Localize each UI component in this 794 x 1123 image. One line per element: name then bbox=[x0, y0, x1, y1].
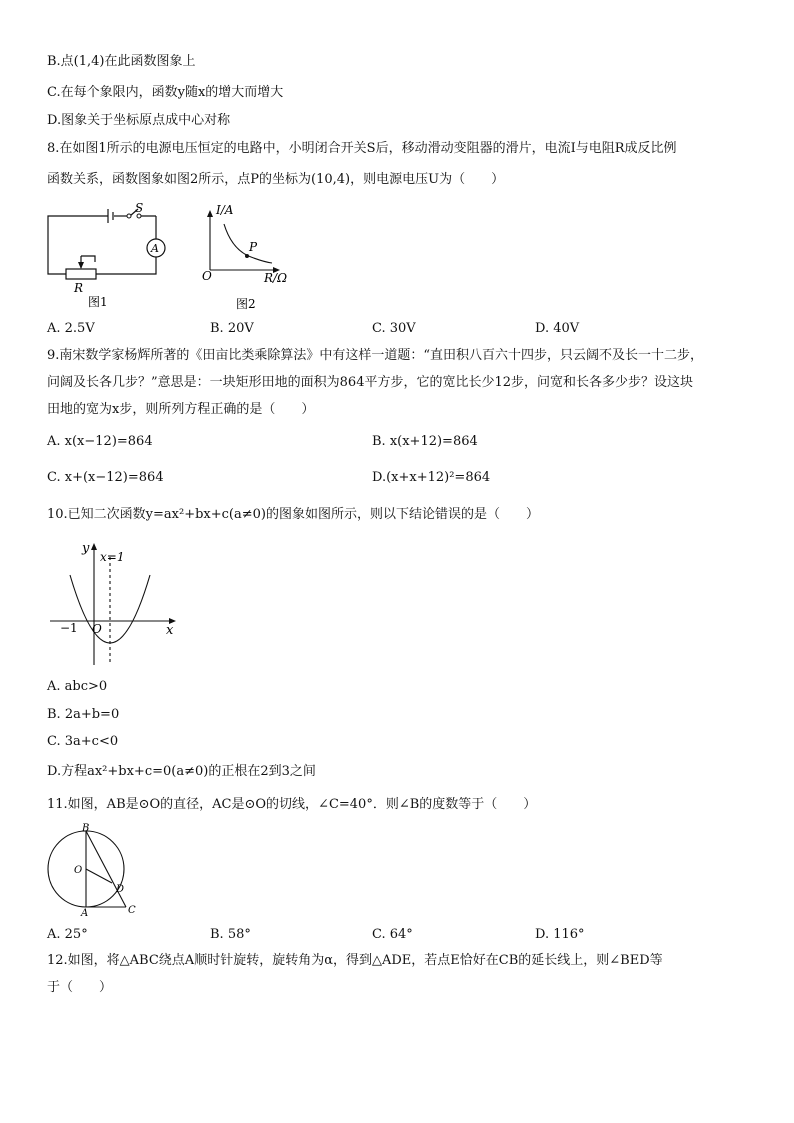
y-axis-label: I/A bbox=[216, 203, 234, 217]
q8-figure1-circuit bbox=[40, 200, 190, 310]
q9-stem-line1: 9.南宋数学家杨辉所著的《田亩比类乘除算法》中有这样一道题：“直田积八百六十四步，只云阔不及长一十二步， bbox=[47, 348, 704, 363]
q8-figure2-graph bbox=[196, 200, 296, 312]
q10-option-d: D.方程ax²+bx+c=0(a≠0)的正根在2到3之间 bbox=[47, 764, 316, 779]
q10-stem: 10.已知二次函数y=ax²+bx+c(a≠0)的图象如图所示，则以下结论错误的是（ ） bbox=[47, 507, 539, 522]
x-axis-label: R/Ω bbox=[264, 271, 288, 285]
q12-stem-line1: 12.如图，将△ABC绕点A顺时针旋转，旋转角为α，得到△ADE，若点E恰好在CB的延长线上，则∠BED等 bbox=[47, 953, 663, 968]
q11-option-d: D. 116° bbox=[535, 927, 585, 942]
q7-option-c: C.在每个象限内，函数y随x的增大而增大 bbox=[47, 85, 284, 100]
q11-option-c: C. 64° bbox=[372, 927, 413, 942]
q9-option-c: C. x+(x−12)=864 bbox=[47, 470, 164, 485]
q9-stem-line3: 田地的宽为x步，则所列方程正确的是（ ） bbox=[47, 402, 315, 417]
point-d-label: D bbox=[116, 884, 125, 895]
q11-option-a: A. 25° bbox=[47, 927, 88, 942]
q8-option-d: D. 40V bbox=[535, 321, 580, 336]
y-axis-label: y bbox=[82, 541, 90, 556]
point-p-label: P bbox=[249, 240, 258, 254]
q11-stem: 11.如图，AB是⊙O的直径，AC是⊙O的切线，∠C=40°．则∠B的度数等于（ ） bbox=[47, 797, 537, 812]
q12-stem-line2: 于（ ） bbox=[47, 980, 113, 995]
minus-one-label: −1 bbox=[60, 621, 78, 635]
q9-stem-line2: 问阔及长各几步？”意思是：一块矩形田地的面积为864平方步，它的宽比长少12步，问宽和长各多少步？设这块 bbox=[47, 375, 694, 390]
x-axis-label: x bbox=[166, 623, 174, 638]
point-a-label: A bbox=[81, 908, 89, 918]
point-b-label: B bbox=[82, 823, 90, 834]
point-p-marker bbox=[245, 254, 249, 258]
q9-option-b: B. x(x+12)=864 bbox=[372, 434, 478, 449]
q7-option-b: B.点(1,4)在此函数图象上 bbox=[47, 54, 196, 69]
q8-option-b: B. 20V bbox=[210, 321, 254, 336]
q9-option-d: D.(x+x+12)²=864 bbox=[372, 470, 491, 485]
origin-label: O bbox=[92, 622, 102, 636]
switch-label: S bbox=[135, 201, 144, 215]
figure1-caption: 图1 bbox=[88, 295, 108, 309]
q11-option-b: B. 58° bbox=[210, 927, 251, 942]
q8-option-c: C. 30V bbox=[372, 321, 416, 336]
q9-option-a: A. x(x−12)=864 bbox=[47, 434, 153, 449]
q8-stem-line1: 8.在如图1所示的电源电压恒定的电路中，小明闭合开关S后，移动滑动变阻器的滑片，电流I与电阻R成反比例 bbox=[47, 141, 677, 156]
origin-label: O bbox=[202, 269, 212, 283]
ammeter-label: A bbox=[151, 242, 159, 255]
point-o-label: O bbox=[74, 865, 83, 876]
figure2-caption: 图2 bbox=[236, 297, 256, 311]
q10-option-c: C. 3a+c<0 bbox=[47, 734, 119, 749]
symmetry-axis-label: x=1 bbox=[100, 550, 125, 564]
q10-option-b: B. 2a+b=0 bbox=[47, 707, 120, 722]
q10-parabola-figure bbox=[44, 535, 184, 670]
q8-option-a: A. 2.5V bbox=[47, 321, 95, 336]
q7-option-d: D.图象关于坐标原点成中心对称 bbox=[47, 113, 231, 128]
resistor-label: R bbox=[74, 281, 84, 295]
q11-circle-figure bbox=[42, 822, 142, 918]
q10-option-a: A. abc>0 bbox=[47, 679, 108, 694]
q8-stem-line2: 函数关系，函数图象如图2所示，点P的坐标为(10,4)，则电源电压U为（ ） bbox=[47, 172, 505, 187]
point-c-label: C bbox=[128, 905, 136, 916]
